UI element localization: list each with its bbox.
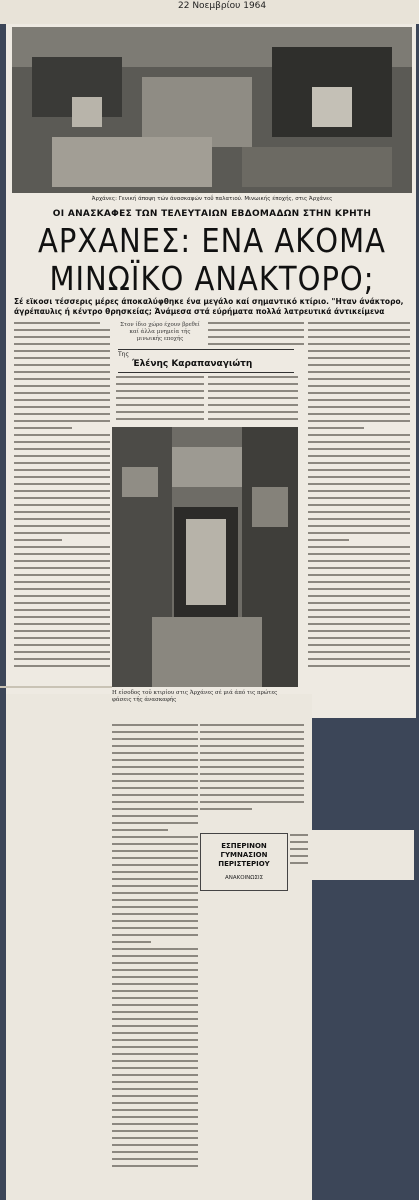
byline-prefix: Της xyxy=(118,351,129,358)
article-column-5 xyxy=(112,724,198,1194)
notice-box xyxy=(200,833,288,891)
fold-line xyxy=(0,686,112,688)
intro-note: Στον ίδιο χώρο έχουν βρεθεί καί άλλα μνημεία τής μινωικής εποχής xyxy=(120,322,200,342)
subhead: Σέ εϊκοσι τέσσερις μέρες άποκαλύφθηκε ένα μεγάλο καί σημαντικό κτίριο. "Ηταν άνάκτορο, άγρέπαυλις ή κέντρο θρησκείας; Άνάμεσα στά εύρήματα πολλά λατρευτικά άντικείμενα xyxy=(14,297,404,316)
notice-subtitle: ΑΝΑΚΟΙΝΩΣΙΣ xyxy=(224,875,264,881)
byline-name: Έλένης Καραπαναγιώτη xyxy=(132,359,253,369)
photo-caption: Άρχάνες: Γενική άποψη τών άνασκαφών τοΰ παλατιού. Μινωικής έποχής, στις Άρχάνες xyxy=(91,196,333,202)
notice-title: ΕΣΠΕΡΙΝΟΝ ΓΥΜΝΑΣΙΟΝ ΠΕΡΙΣΤΕΡΙΟΥ xyxy=(218,842,270,868)
headline-line-1: ΑΡΧΑΝΕΣ: ΕΝΑ ΑΚΟΜΑ xyxy=(38,220,386,260)
article-column-1 xyxy=(14,322,110,684)
article-column-6 xyxy=(200,724,304,824)
kicker: ΟΙ ΑΝΑΣΚΑΦΕΣ ΤΩΝ ΤΕΛΕΥΤΑΙΩΝ ΕΒΔΟΜΑΔΩΝ ΣΤΗΝ ΚΡΗΤΗ xyxy=(52,209,372,219)
headline-line-2: ΜΙΝΩΪΚΟ ΑΝΑΚΤΟΡΟ; xyxy=(49,258,375,298)
article-column-2 xyxy=(116,376,204,424)
excavation-photo xyxy=(12,27,412,193)
notice-text-right xyxy=(290,834,308,878)
entrance-photo-caption: Η είσοδος τοϋ κτιρίου στις Άρχάνες σέ μιά άπό τις πρώτες φάσεις τής άνασκαφής xyxy=(112,690,278,703)
byline xyxy=(118,349,294,373)
headline xyxy=(10,222,414,298)
entrance-photo xyxy=(112,427,298,687)
article-column-3 xyxy=(208,376,298,424)
article-column-2-top xyxy=(208,322,304,348)
article-column-0 xyxy=(14,724,106,1194)
article-column-4 xyxy=(308,322,410,688)
issue-date: 22 Νοεμβρίου 1964 xyxy=(178,1,267,11)
